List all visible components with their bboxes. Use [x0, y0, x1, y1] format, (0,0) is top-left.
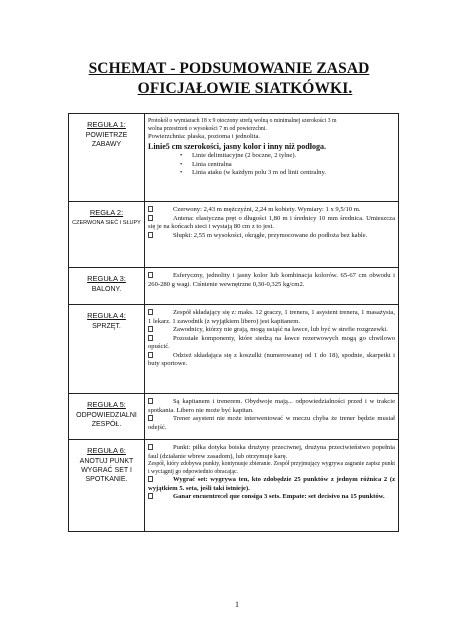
- rule-label-cell: [69, 440, 145, 531]
- rule-label-cell: [69, 268, 145, 304]
- rule-text: Antena: elastyczna pręt o długości 1,80 m i średnicy 10 mm średnica. Umieszcza się je na końcach sieci i wystają 80 cm z to jest.: [148, 214, 395, 231]
- rule-text: Ganar encuentro:el que consiga 3 sets. Empate: set decisivo na 15 punktów.: [148, 493, 395, 502]
- rule-subtitle: BALONY.: [91, 286, 122, 294]
- table-row: [69, 114, 398, 201]
- checkbox-glyph-icon: [148, 415, 153, 421]
- rule-label-cell: [69, 114, 145, 201]
- bullet-icon: •: [180, 160, 183, 168]
- rule-text: Powierzchnia: płaska, pozioma i jednolita.: [148, 133, 261, 141]
- rule-text: Czerwony: 2,43 m mężczyźni, 2,24 m kobiety. Wymiary: 1 x 9,5/10 m.: [148, 206, 395, 215]
- checkbox-glyph-icon: [148, 352, 153, 358]
- checkbox-glyph-icon: [148, 232, 153, 238]
- checkbox-glyph-icon: [148, 215, 153, 221]
- bullet-icon: •: [180, 169, 183, 177]
- page-title-line1: SCHEMAT - PODSUMOWANIE ZASAD: [88, 60, 370, 77]
- rule-content: [145, 394, 398, 439]
- rule-subtitle: CZERWONA SIEĆ I SŁUPY: [72, 220, 141, 227]
- rule-text: Wygrać set: wygrywa ten, kto zdobędzie 25 punktów z jednym różnica 2 (z wyjątkiem 5. seta, jeśli taki istnieje).: [148, 476, 395, 492]
- checkbox-glyph-icon: [148, 476, 153, 482]
- rule-text: Zespół, który zdobywa punkty, kontynuuje zbieranie. Zespół przyjmujący wygrywa zagranie zapisz punkt i wyciągnij go odpowiednio obracając.: [148, 461, 395, 475]
- bullet-icon: •: [180, 152, 183, 160]
- rule-text: Są kapitanem i trenerem. Obydwoje mają... odpowiedzialności przed i w trakcie spotkania. Libero nie może być kapitan.: [148, 398, 395, 414]
- list-item: • Linia centralna: [180, 160, 232, 168]
- checkbox-glyph-icon: [148, 272, 153, 278]
- checkbox-glyph-icon: [148, 335, 153, 341]
- rule-label-cell: [69, 394, 145, 439]
- rule-content: [145, 202, 398, 267]
- rule-content: [145, 440, 398, 531]
- rule-text: Pozostałe komponenty, które siedzą na ławce rezerwowych mogą go chwilowo opuścić.: [148, 334, 395, 351]
- rule-label: REGUŁA 3:: [87, 274, 126, 283]
- rule-label-cell: [69, 202, 145, 267]
- rule-label: REGUŁA 6:: [87, 446, 126, 455]
- table-row: [69, 439, 398, 531]
- rule-text: Trener asystent nie może interweniować w meczu chyba że trener będzie musiał odejść.: [148, 415, 395, 431]
- checkbox-glyph-icon: [148, 326, 153, 332]
- checkbox-glyph-icon: [148, 444, 153, 450]
- rule-text: Protokół o wymiarach 18 x 9 otoczony strefą wolną o minimalnej szerokości 3 m: [148, 118, 337, 124]
- list-item: • Linia ataku (w każdym polu 3 m od linii centralny.: [180, 169, 326, 177]
- rule-text: Linie5 cm szerokości, jasny kolor i inny niż podłoga.: [148, 141, 326, 151]
- rule-label: REGUŁA 1:: [87, 120, 126, 129]
- rule-label: REGUŁA 4:: [87, 311, 126, 320]
- checkbox-glyph-icon: [148, 309, 153, 315]
- checkbox-glyph-icon: [148, 206, 153, 212]
- checkbox-glyph-icon: [148, 398, 153, 404]
- rule-subtitle: SPRZĘT.: [92, 323, 121, 331]
- rule-text: Słupki: 2,55 m wysokości, okrągłe, przymocowane do podłoża bez kable.: [148, 232, 395, 241]
- list-item: • Linie delimitacyjne (2 boczne, 2 tylne).: [180, 152, 297, 160]
- rule-label: REGŁA 2:: [89, 208, 124, 217]
- rule-content: [145, 268, 398, 304]
- rule-text: Zawodnicy, którzy nie grają, mogą usiąść na ławce, lub być w strefie rozgrzewki.: [148, 326, 395, 335]
- rule-text: Zespół składający się z: maks. 12 graczy, 1 trenera, 1 asystent trenera, 1 masażysta, 1 lekarz. 1 zawodnik (z wyjątkiem libero) jest kapitanem.: [148, 309, 395, 325]
- rule-content: [145, 114, 398, 201]
- rule-subtitle: POWIETRZE ZABAWY: [85, 132, 128, 149]
- rule-text: Punkt: piłka dotyka boiska drużyny przeciwnej, drużyna przeciwieństwo popełnia faul (działanie wbrew zasadom), lub otrzymuje karę.: [148, 444, 395, 460]
- rule-label-cell: [69, 305, 145, 393]
- table-row: [69, 393, 398, 439]
- table-row: [69, 201, 398, 267]
- page-number: 1: [235, 600, 239, 609]
- rules-table: [68, 113, 399, 532]
- table-row: [69, 267, 398, 304]
- rule-content: [145, 305, 398, 393]
- rule-subtitle: ODPOWIEDZIALNI ZESPÓŁ.: [76, 412, 137, 429]
- rule-subtitle: ANOTUJ PUNKT WYGRAĆ SET I SPOTKANIE.: [79, 458, 134, 483]
- rule-label: REGUŁA 5:: [87, 400, 126, 409]
- page-title-line2: OFICJAŁOWIE SIATKÓWKI.: [137, 80, 353, 97]
- checkbox-glyph-icon: [148, 493, 153, 499]
- rule-text: Odzież składająca się z koszulki (numerowanej od 1 do 18), spodnie, skarpetki i buty sportowe.: [148, 351, 395, 368]
- rule-text: wolna przestrzeń o wysokości 7 m od powierzchni.: [148, 125, 267, 132]
- rule-text: Esferyczny, jednolity i jasny kolor lub kombinacja kolorów. 65-67 cm obwodu i 260-280 g wagi. Ciśnienie wewnętrzne 0,30-0,325 kg/cm2.: [148, 272, 395, 288]
- table-row: [69, 304, 398, 393]
